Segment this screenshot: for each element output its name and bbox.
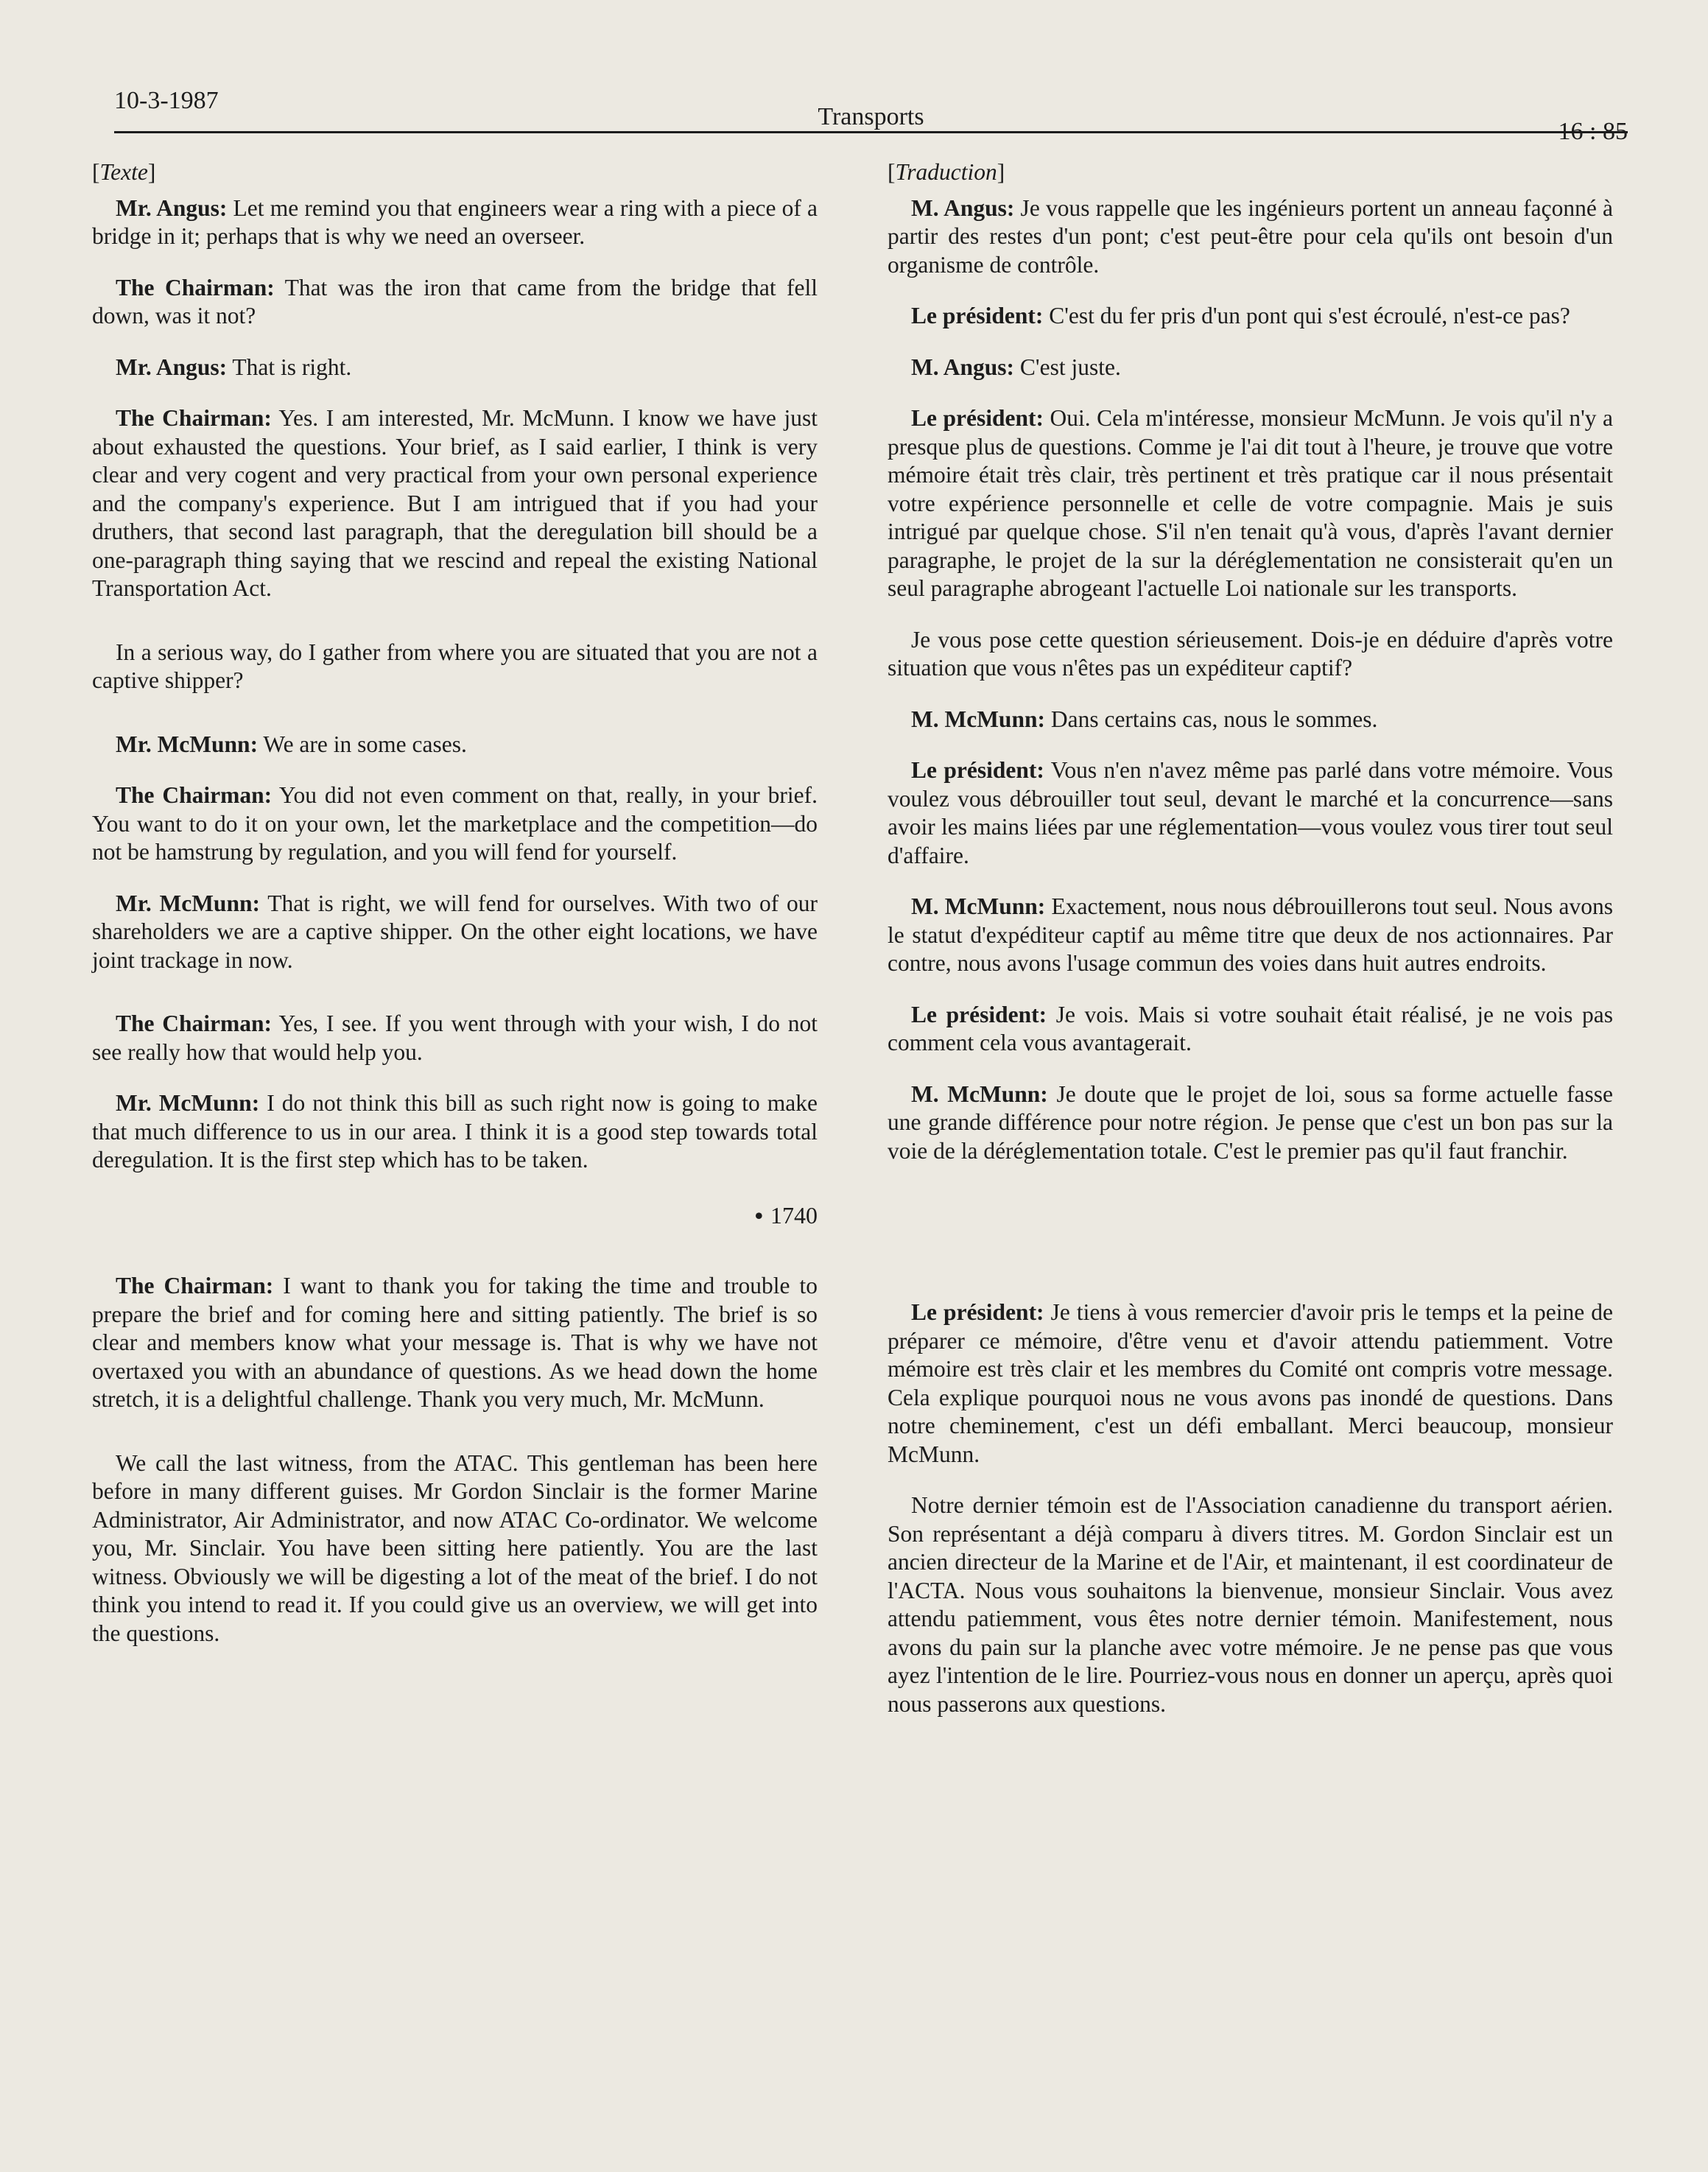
paragraph	[888, 302, 1613, 331]
paragraph	[92, 354, 818, 382]
speech-text: C'est du fer pris d'un pont qui s'est écroulé, n'est-ce pas?	[1043, 303, 1570, 328]
paragraph	[92, 639, 818, 695]
paragraph	[888, 756, 1613, 870]
paragraph	[888, 1298, 1613, 1469]
paragraph	[888, 1001, 1613, 1058]
french-column	[888, 158, 1613, 1741]
speaker-name: M. McMunn:	[911, 706, 1045, 732]
speaker-name: The Chairman:	[116, 1273, 274, 1298]
speaker-name: Le président:	[911, 1001, 1047, 1027]
paragraph	[888, 1080, 1613, 1166]
speaker-name: Mr. McMunn:	[116, 731, 259, 757]
speaker-name: M. Angus:	[911, 194, 1015, 221]
speaker-name: Mr. McMunn:	[116, 1090, 260, 1116]
speech-text: Je vous rappelle que les ingénieurs portent un anneau façonné à partir des restes d'un pont; c'est peut-être pour cela qu'ils ont besoin d'un organisme de contrôle.	[888, 194, 1613, 278]
column-label: [Texte]	[92, 159, 156, 185]
paragraph	[92, 1449, 818, 1648]
speech-text: Oui. Cela m'intéresse, monsieur McMunn. Je vois qu'il n'y a presque plus de questions. Comme je l'ai dit tout à l'heure, je trouve que votre mémoire était très clair, très pertinent et très pratique car il nous présentait votre expérience personnelle et celle de votre compagnie. Mais je suis intrigué par quelque chose. S'il n'en tenait qu'à vous, d'après l'avant dernier paragraphe, le projet de la sur la déréglementation ne consisterait qu'en un seul paragraphe abrogeant l'actuelle Loi nationale sur les transports.	[888, 405, 1613, 601]
paragraph	[92, 731, 818, 759]
paragraph	[92, 274, 818, 331]
speech-text: I do not think this bill as such right now is going to make that much difference to us in our area. I think it is a good step towards total deregulation. It is the first step which has to be taken.	[92, 1090, 818, 1173]
english-column	[92, 158, 818, 1670]
speech-text: Exactement, nous nous débrouillerons tout seul. Nous avons le statut d'expéditeur captif au même titre que deux de nos actionnaires. Par contre, nous avons l'usage commun des voies dans huit autres endroits.	[888, 893, 1613, 976]
speaker-name: M. Angus:	[911, 354, 1015, 380]
paragraph	[92, 1272, 818, 1414]
speaker-name: Le président:	[911, 1299, 1044, 1325]
paragraph	[92, 781, 818, 867]
speech-text: In a serious way, do I gather from where you are situated that you are not a captive shipper?	[92, 639, 818, 693]
paragraph	[888, 893, 1613, 978]
speaker-name: M. McMunn:	[911, 893, 1046, 919]
paragraph	[888, 354, 1613, 382]
speech-text: I want to thank you for taking the time and trouble to prepare the brief and for coming here and sitting patiently. The brief is so clear and members know what your message is. That is why we have not overtaxed you with an abundance of questions. As we head down the home stretch, it is a delightful challenge. Thank you very much, Mr. McMunn.	[92, 1273, 818, 1412]
paragraph	[888, 1491, 1613, 1718]
speech-text: Let me remind you that engineers wear a ring with a piece of a bridge in it; perhaps that is why we need an overseer.	[92, 194, 818, 249]
speech-text: You did not even comment on that, really, in your brief. You want to do it on your own, let the marketplace and the competition—do not be hamstrung by regulation, and you will fend for yourself.	[92, 782, 818, 865]
speech-text: We are in some cases.	[258, 731, 467, 757]
speech-text: Je vois. Mais si votre souhait était réalisé, je ne vois pas comment cela vous avantagerait.	[888, 1001, 1613, 1055]
speech-text: Je doute que le projet de loi, sous sa forme actuelle fasse une grande différence pour notre région. Je pense que c'est un bon pas sur la voie de la déréglementation totale. C'est le premier pas qu'il faut franchir.	[888, 1080, 1613, 1164]
header-title: Transports	[818, 103, 924, 130]
paragraph	[92, 890, 818, 975]
paragraph	[92, 404, 818, 603]
speech-text: Yes. I am interested, Mr. McMunn. I know we have just about exhausted the questions. Your brief, as I said earlier, I think is very clear and very cogent and very practical from your own personal experience and the company's experience. But I am intrigued that if you had your druthers, that second last paragraph, that the deregulation bill should be a one-paragraph thing saying that we rescind and repeal the existing National Transportation Act.	[92, 405, 818, 601]
column-gap	[888, 1188, 1613, 1298]
speech-text: Yes, I see. If you went through with your wish, I do not see really how that would help you.	[92, 1011, 818, 1065]
time-marker: • 1740	[754, 1201, 818, 1229]
speech-text: C'est juste.	[1014, 354, 1121, 380]
speaker-name: Le président:	[911, 757, 1044, 783]
speaker-name: The Chairman:	[116, 782, 273, 808]
speech-text: Vous n'en n'avez même pas parlé dans votre mémoire. Vous voulez vous débrouiller tout seul, devant le marché et la concurrence—sans avoir les mains liées par une réglementation—vous voulez vous tirer tout seul d'affaire.	[888, 757, 1614, 868]
header-date: 10-3-1987	[114, 87, 219, 114]
paragraph	[92, 1010, 818, 1066]
paragraph	[888, 626, 1613, 683]
speaker-name: Mr. Angus:	[116, 354, 228, 380]
speech-text: We call the last witness, from the ATAC. This gentleman has been here before in many different guises. Mr Gordon Sinclair is the former Marine Administrator, Air Administrator, and now ATAC Co-ordinator. We welcome you, Mr. Sinclair. You have been sitting here patiently. You are the last witness. Obviously we will be digesting a lot of the meat of the brief. I do not think you intend to read it. If you could give us an overview, we will get into the questions.	[92, 1449, 818, 1646]
speech-text: Notre dernier témoin est de l'Association canadienne du transport aérien. Son représentant a déjà comparu à divers titres. M. Gordon Sinclair est un ancien directeur de la Marine et de l'Air, et maintenant, il est coordinateur de l'ACTA. Nous vous souhaitons la bienvenue, monsieur Sinclair. Vous avez attendu patiemment, vous êtes notre dernier témoin. Manifestement, nous avons du pain sur la planche avec votre mémoire. Je ne pense pas que vous ayez l'intention de le lire. Pourriez-vous nous en donner un aperçu, après quoi nous passerons aux questions.	[888, 1492, 1613, 1717]
speech-text: That was the iron that came from the bridge that fell down, was it not?	[92, 274, 818, 328]
speech-text: That is right, we will fend for ourselves. With two of our shareholders we are a captive shipper. On the other eight locations, we have joint trackage in now.	[92, 890, 818, 973]
paragraph	[888, 404, 1613, 603]
page-header	[114, 81, 1628, 147]
speaker-name: Le président:	[911, 303, 1044, 328]
speaker-name: The Chairman:	[116, 405, 272, 431]
paragraph	[888, 706, 1613, 734]
paragraph	[888, 194, 1613, 280]
column-label: [Traduction]	[888, 159, 1005, 185]
header-page-number: 16 : 85	[1558, 118, 1628, 145]
paragraph	[92, 194, 818, 251]
paragraph	[92, 1089, 818, 1175]
speech-text: Je tiens à vous remercier d'avoir pris le temps et la peine de préparer ce mémoire, d'être venu et d'avoir attendu patiemment. Votre mémoire est très clair et les membres du Comité ont compris votre message. Cela explique pourquoi nous ne vous avons pas inondé de questions. Dans notre cheminement, c'est un défi emballant. Merci beaucoup, monsieur McMunn.	[888, 1299, 1614, 1467]
speech-text: Dans certains cas, nous le sommes.	[1044, 706, 1378, 732]
speech-text: Je vous pose cette question sérieusement. Dois-je en déduire d'après votre situation que vous n'êtes pas un expéditeur captif?	[888, 626, 1613, 681]
speech-text: That is right.	[227, 354, 352, 380]
speaker-name: Mr. Angus:	[116, 194, 228, 221]
speaker-name: Mr. McMunn:	[116, 890, 260, 916]
speaker-name: Le président:	[911, 405, 1044, 431]
speaker-name: The Chairman:	[116, 274, 275, 301]
speaker-name: M. McMunn:	[911, 1080, 1048, 1107]
speaker-name: The Chairman:	[116, 1011, 272, 1036]
bullet-icon: •	[754, 1201, 763, 1229]
header-rule	[114, 131, 1628, 133]
